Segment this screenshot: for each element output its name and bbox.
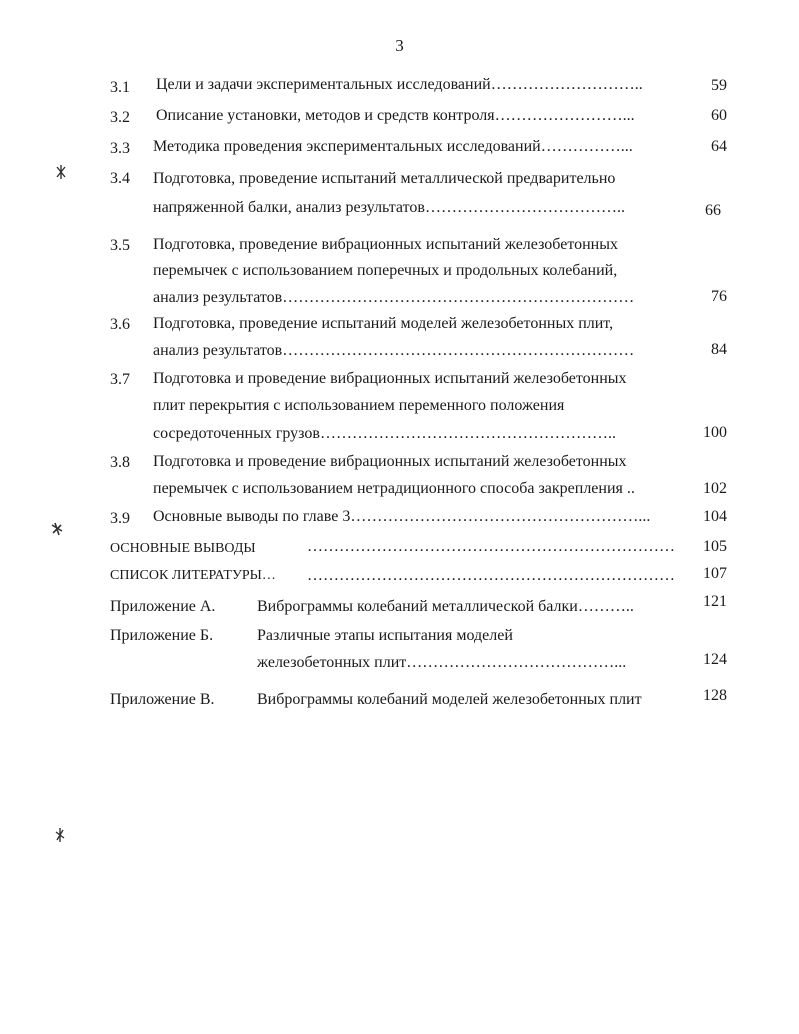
- toc-entry-number: 3.4: [110, 170, 130, 187]
- appendix-title: Виброграммы колебаний металлической балки………..: [257, 598, 634, 615]
- toc-entry-title-cont: сосредоточенных грузов………………………………………………..: [153, 425, 616, 442]
- toc-entry-title: Подготовка и проведение вибрационных испытаний железобетонных: [153, 453, 627, 470]
- toc-entry-title: Подготовка, проведение вибрационных испытаний железобетонных: [153, 236, 618, 253]
- toc-entry-title: Цели и задачи экспериментальных исследований………………………..: [156, 76, 643, 93]
- toc-section-page: 105: [703, 538, 727, 555]
- toc-entry-title: Методика проведения экспериментальных исследований……………...: [153, 138, 633, 155]
- toc-entry-title: Описание установки, методов и средств контроля……………………...: [156, 107, 635, 124]
- binding-mark-icon: [55, 165, 67, 179]
- toc-entry-number: 3.2: [110, 109, 130, 126]
- toc-entry-title-cont: напряженной балки, анализ результатов………………………………..: [153, 199, 625, 216]
- toc-entry-page: 104: [703, 508, 727, 525]
- toc-entry-page: 60: [711, 107, 727, 124]
- appendix-page: 128: [703, 687, 727, 704]
- appendix-label: Приложение Б.: [110, 627, 214, 644]
- toc-entry-number: 3.5: [110, 237, 130, 254]
- appendix-title: Виброграммы колебаний моделей железобетонных плит: [257, 691, 642, 708]
- toc-entry-number: 3.6: [110, 316, 130, 333]
- toc-entry-page: 66: [705, 202, 721, 219]
- toc-entry-page: 102: [703, 480, 727, 497]
- toc-section-dots: ……………………………………………………………: [307, 538, 675, 555]
- toc-section-dots: ……………………………………………………………: [307, 567, 675, 584]
- toc-entry-title: Подготовка и проведение вибрационных испытаний железобетонных: [153, 370, 627, 387]
- toc-entry-number: 3.8: [110, 454, 130, 471]
- appendix-title: Различные этапы испытания моделей: [257, 627, 513, 644]
- toc-section-label: СПИСОК ЛИТЕРАТУРЫ…: [110, 568, 276, 583]
- toc-section-label: ОСНОВНЫЕ ВЫВОДЫ: [110, 541, 256, 556]
- toc-entry-title: Подготовка, проведение испытаний металлической предварительно: [153, 170, 616, 187]
- toc-entry-title-cont: плит перекрытия с использованием переменного положения: [153, 397, 565, 414]
- appendix-label: Приложение А.: [110, 598, 216, 615]
- toc-entry-title-cont: перемычек с использованием нетрадиционного способа закрепления ..: [153, 480, 635, 497]
- toc-entry-title-cont: перемычек с использованием поперечных и продольных колебаний,: [153, 262, 618, 279]
- toc-entry-number: 3.3: [110, 140, 130, 157]
- toc-entry-page: 84: [711, 341, 727, 358]
- toc-entry-page: 64: [711, 138, 727, 155]
- page-number: 3: [395, 36, 404, 55]
- toc-entry-page: 100: [703, 424, 727, 441]
- toc-entry-title: Подготовка, проведение испытаний моделей железобетонных плит,: [153, 315, 614, 332]
- toc-entry-page: 59: [711, 77, 727, 94]
- binding-mark-icon: [54, 828, 66, 842]
- binding-mark-icon: [50, 522, 64, 536]
- appendix-page: 124: [703, 651, 727, 668]
- toc-entry-title-cont: анализ результатов…………………………………………………………: [153, 289, 635, 306]
- appendix-page: 121: [703, 593, 727, 610]
- toc-entry-title: Основные выводы по главе 3………………………………………………...: [153, 508, 651, 525]
- toc-entry-number: 3.9: [110, 510, 130, 527]
- toc-section-page: 107: [703, 565, 727, 582]
- toc-entry-number: 3.7: [110, 371, 130, 388]
- toc-entry-page: 76: [711, 288, 727, 305]
- toc-entry-title-cont: анализ результатов…………………………………………………………: [153, 342, 635, 359]
- appendix-title-cont: железобетонных плит…………………………………...: [257, 654, 627, 671]
- toc-entry-number: 3.1: [110, 79, 130, 96]
- appendix-label: Приложение В.: [110, 691, 215, 708]
